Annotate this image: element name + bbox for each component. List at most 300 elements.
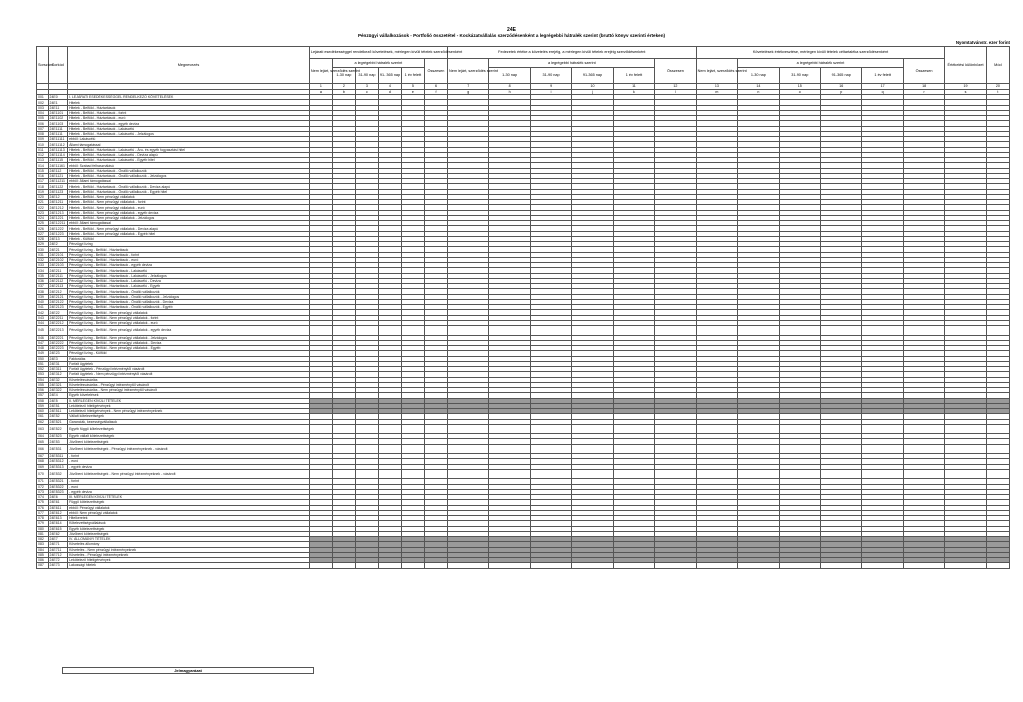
row-name: Hitelek - Belföld - Háztartások - Önálló vállalkozók - Deviza alapú [68, 184, 310, 189]
row-code: 24E1101 [48, 110, 68, 115]
row-name: Hitelek - Belföld - Háztartások - Önálló vállalkozók - Egyéb hitel [68, 189, 310, 194]
value-cell[interactable] [779, 469, 820, 478]
group-header-3: Követelések értékvesztése, mérlegen kívüli tételek céltartaléka szerződésenként [696, 47, 945, 59]
col-osszesen-2: Összesen [655, 59, 697, 84]
value-cell[interactable] [903, 444, 944, 453]
col-1-30-1: 1-30 nap [332, 68, 355, 84]
row-number: 027 [37, 231, 49, 236]
row-number: 003 [37, 105, 49, 110]
value-cell[interactable] [655, 444, 697, 453]
row-number: 066 [37, 444, 49, 453]
row-number: 037 [37, 284, 49, 289]
col-31-90-2: 31-90 nap [530, 68, 571, 84]
row-number: 082 [37, 537, 49, 542]
row-number: 034 [37, 268, 49, 273]
row-name: Jövőbeni kötelezettségek [68, 531, 310, 536]
value-cell[interactable] [530, 444, 571, 453]
row-name: Jövőbeni kötelezettségek - Nem pénzügyi intézményeknek - vásárolt [68, 469, 310, 478]
row-code: 24E7 [48, 537, 68, 542]
row-code: 24E2212 [48, 320, 68, 325]
column-number: 17 [862, 84, 903, 90]
row-number: 025 [37, 221, 49, 226]
row-code: 24E521 [48, 419, 68, 424]
row-code: 24E11112 [48, 142, 68, 147]
column-letter: s [945, 89, 986, 95]
value-cell[interactable] [332, 563, 355, 568]
value-cell[interactable] [401, 444, 424, 453]
col-1ev-3: 1 év felett [862, 68, 903, 84]
value-cell[interactable] [655, 563, 697, 568]
value-cell[interactable] [820, 469, 861, 478]
value-cell[interactable] [696, 469, 737, 478]
value-cell[interactable] [309, 424, 332, 433]
row-number: 040 [37, 299, 49, 304]
col-sorszam: Sorszám [37, 47, 49, 84]
value-cell[interactable] [489, 326, 530, 335]
row-name: Hitelek - Belföld - Nem pénzügyi vállalatok - Deviza alapú [68, 226, 310, 231]
row-name: Pénzügyi lízing - Belföld - Háztartások - Önálló vállalkozók - Egyéb [68, 305, 310, 310]
value-cell[interactable] [738, 469, 779, 478]
value-cell[interactable] [613, 424, 654, 433]
row-number: 021 [37, 200, 49, 205]
row-name: II. MÉRLEGEN KÍVÜLI TÉTELEK [68, 398, 310, 403]
row-code: 24E5 [48, 398, 68, 403]
value-cell[interactable] [655, 424, 697, 433]
value-cell[interactable] [903, 563, 944, 568]
row-number: 063 [37, 424, 49, 433]
row-name: Lakossági hitelek [68, 563, 310, 568]
row-name: Lekötelező hitelígérvények [68, 403, 310, 408]
value-cell[interactable] [613, 444, 654, 453]
unit-label: Nyomtatvánstr. ezer forint [955, 40, 1010, 45]
row-name: Hitelek - Belföld - Nem pénzügyi vállalatok - egyéb deviza [68, 210, 310, 215]
row-number: 075 [37, 500, 49, 505]
value-cell[interactable] [378, 424, 401, 433]
column-number: 5 [401, 84, 424, 90]
row-number: 087 [37, 563, 49, 568]
column-number: 13 [696, 84, 737, 90]
value-cell[interactable] [986, 469, 1009, 478]
row-code: 24E1103 [48, 121, 68, 126]
row-code: 24E72 [48, 558, 68, 563]
value-cell[interactable] [738, 563, 779, 568]
row-number: 077 [37, 510, 49, 515]
row-code: 24E1123 [48, 189, 68, 194]
value-cell[interactable] [447, 469, 488, 478]
column-number: 3 [355, 84, 378, 90]
value-cell[interactable] [447, 563, 488, 568]
col-1-30-3: 1-30 nap [738, 68, 779, 84]
row-code: 24E1212 [48, 205, 68, 210]
row-code: 24E1221 [48, 215, 68, 220]
value-cell[interactable] [401, 469, 424, 478]
table-header [37, 47, 1010, 95]
value-cell[interactable] [309, 563, 332, 568]
row-name: Garanciák, kezességvállalások [68, 419, 310, 424]
row-code: 24E5311 [48, 454, 68, 459]
row-code: 24E1122 [48, 184, 68, 189]
row-code: 24E5322 [48, 484, 68, 489]
row-code: 24E613 [48, 516, 68, 521]
group-header-1: Lejárati esedékességgel rendelkező követelések, mérlegen kívüli tételek szerződésenként [309, 47, 447, 59]
row-number: 041 [37, 305, 49, 310]
row-number: 013 [37, 158, 49, 163]
row-code: 24E112 [48, 168, 68, 173]
row-number: 004 [37, 110, 49, 115]
value-cell[interactable] [945, 444, 986, 453]
row-name: Egyéb követelések [68, 393, 310, 398]
row-name: Egyéb kötelezettségek [68, 526, 310, 531]
value-cell[interactable] [447, 326, 488, 335]
value-cell[interactable] [447, 444, 488, 453]
row-name: Lekötelező hitelígérvények [68, 558, 310, 563]
row-number: 058 [37, 398, 49, 403]
row-number: 032 [37, 257, 49, 262]
value-cell[interactable] [401, 424, 424, 433]
row-code: 24E612 [48, 510, 68, 515]
row-code: 24E61 [48, 500, 68, 505]
row-number: 051 [37, 361, 49, 366]
value-cell[interactable] [820, 563, 861, 568]
row-code: 24E52 [48, 414, 68, 419]
row-name: Hitelek - Belföld - Háztartások - euró [68, 116, 310, 121]
row-code: 24E31 [48, 361, 68, 366]
value-cell[interactable] [696, 563, 737, 568]
row-number: 031 [37, 252, 49, 257]
row-code: 24E2101 [48, 252, 68, 257]
row-code: 24E51 [48, 403, 68, 408]
value-cell[interactable] [655, 469, 697, 478]
value-cell[interactable] [572, 444, 613, 453]
value-cell[interactable] [332, 444, 355, 453]
row-number: 055 [37, 382, 49, 387]
value-cell[interactable] [332, 424, 355, 433]
row-name: Hitelek [68, 100, 310, 105]
value-cell[interactable] [355, 326, 378, 335]
value-cell[interactable] [820, 424, 861, 433]
row-number: 028 [37, 236, 49, 241]
row-code: 24E611 [48, 505, 68, 510]
row-name: Pénzügyi lízing - Belföld - Nem pénzügyi vállalatok - Jelzálogos [68, 335, 310, 340]
value-cell[interactable] [779, 326, 820, 335]
row-name: - egyéb deviza [68, 464, 310, 469]
row-name: Állami támogatással [68, 142, 310, 147]
row-code: 24E32 [48, 377, 68, 382]
value-cell[interactable] [696, 444, 737, 453]
value-cell[interactable] [572, 563, 613, 568]
row-number: 081 [37, 531, 49, 536]
row-code: 24E615 [48, 526, 68, 531]
value-cell[interactable] [862, 469, 903, 478]
row-number: 072 [37, 484, 49, 489]
row-number: 074 [37, 495, 49, 500]
value-cell[interactable] [903, 326, 944, 335]
row-code: 24E211 [48, 268, 68, 273]
row-code: 24E2113 [48, 284, 68, 289]
column-letter: o [779, 89, 820, 95]
value-cell[interactable] [489, 424, 530, 433]
column-number: 9 [530, 84, 571, 90]
value-cell[interactable] [530, 563, 571, 568]
row-name: Pénzügyi lízing - Belföld - Háztartások - Önálló vállalkozók [68, 289, 310, 294]
row-code: 24E73 [48, 563, 68, 568]
row-name: Vállalt kötelezettségek [68, 414, 310, 419]
row-number: 009 [37, 137, 49, 142]
row-number: 086 [37, 558, 49, 563]
value-cell[interactable] [332, 469, 355, 478]
row-number: 052 [37, 367, 49, 372]
row-code: 24E5312 [48, 459, 68, 464]
group-header-2: Fedezetek értéke a követelés erejéig, a mérlegen kívüli tételek erejéig szerződésenként [447, 47, 696, 59]
value-cell[interactable] [424, 424, 447, 433]
value-cell[interactable] [945, 326, 986, 335]
value-cell[interactable] [696, 424, 737, 433]
row-code: 24E21 [48, 247, 68, 252]
value-cell[interactable] [378, 444, 401, 453]
row-code: 24E11 [48, 105, 68, 110]
value-cell[interactable] [489, 469, 530, 478]
row-code: 24E5321 [48, 479, 68, 484]
row-name: Pénzügyi lízing - Belföld - Nem pénzügyi vállalatok - forint [68, 315, 310, 320]
value-cell[interactable] [355, 469, 378, 478]
value-cell[interactable] [447, 424, 488, 433]
row-code: 24E71 [48, 542, 68, 547]
row-name: III. MÉRLEGEN KÍVÜLI TÉTELEK [68, 495, 310, 500]
value-cell[interactable] [572, 326, 613, 335]
value-cell[interactable] [355, 444, 378, 453]
value-cell[interactable] [378, 563, 401, 568]
row-name: - egyéb deviza [68, 489, 310, 494]
value-cell[interactable] [355, 563, 378, 568]
row-name: Hitelek - Belföld - Háztartások - forint [68, 110, 310, 115]
row-number: 001 [37, 95, 49, 100]
row-name: Pénzügyi lízing - Belföld - Nem pénzügyi vállalatok [68, 310, 310, 315]
row-number: 035 [37, 273, 49, 278]
value-cell[interactable] [862, 444, 903, 453]
row-number: 020 [37, 194, 49, 199]
value-cell[interactable] [986, 444, 1009, 453]
row-number: 006 [37, 121, 49, 126]
column-letter: d [378, 89, 401, 95]
value-cell[interactable] [945, 424, 986, 433]
row-number: 061 [37, 414, 49, 419]
column-letter: n [738, 89, 779, 95]
row-code: 24E511 [48, 409, 68, 414]
value-cell[interactable] [530, 326, 571, 335]
row-name: Pénzügyi lízing - Belföld - Háztartások - Lakáscélú - Deviza [68, 278, 310, 283]
row-code: 24E1115 [48, 158, 68, 163]
row-number: 050 [37, 356, 49, 361]
value-cell[interactable] [820, 444, 861, 453]
column-number: 6 [424, 84, 447, 90]
value-cell[interactable] [424, 444, 447, 453]
table-body [37, 95, 1010, 568]
row-code: 24E1 [48, 100, 68, 105]
row-number: 049 [37, 351, 49, 356]
row-code: 24E3 [48, 356, 68, 361]
row-name: Hitelek - Belföld - Nem pénzügyi vállalatok - Jelzálogos [68, 215, 310, 220]
value-cell[interactable] [401, 563, 424, 568]
row-number: 038 [37, 289, 49, 294]
value-cell[interactable] [309, 444, 332, 453]
row-name: - euró [68, 484, 310, 489]
row-code: 24E62 [48, 531, 68, 536]
value-cell[interactable] [779, 563, 820, 568]
value-cell[interactable] [945, 469, 986, 478]
row-name: ebből: Lakáscélú [68, 137, 310, 142]
value-cell[interactable] [738, 326, 779, 335]
column-letter: a [309, 89, 332, 95]
row-name: Forfait ügyletek - Nem pénzügyi intézménytől vásárolt [68, 372, 310, 377]
column-letter: m [696, 89, 737, 95]
row-name: Faktorálás [68, 356, 310, 361]
row-name: Pénzügyi lízing - Külföld [68, 351, 310, 356]
row-number: 018 [37, 184, 49, 189]
value-cell[interactable] [862, 326, 903, 335]
row-code: 24E12 [48, 194, 68, 199]
column-number: 7 [447, 84, 488, 90]
row-name: I. LEJÁRATI ESEDÉKESSÉGGEL RENDELKEZŐ KÖVETELÉSEK [68, 95, 310, 100]
value-cell[interactable] [738, 424, 779, 433]
value-cell[interactable] [613, 563, 654, 568]
column-letter: e [401, 89, 424, 95]
row-name: Pénzügyi lízing - Belföld - Háztartások - forint [68, 252, 310, 257]
value-cell[interactable] [903, 424, 944, 433]
value-cell[interactable] [945, 563, 986, 568]
row-code: 24E12211 [48, 221, 68, 226]
column-letter: i [530, 89, 571, 95]
value-cell[interactable] [986, 326, 1009, 335]
row-number: 015 [37, 168, 49, 173]
row-number: 030 [37, 247, 49, 252]
row-name: - euró [68, 459, 310, 464]
row-code: 24E11161 [48, 163, 68, 168]
value-cell[interactable] [424, 563, 447, 568]
col-mod: Mód [986, 47, 1009, 84]
col-91-365-2: 91-365 nap [572, 68, 613, 84]
row-code: 24E523 [48, 434, 68, 439]
row-code: 24E5323 [48, 489, 68, 494]
value-cell[interactable] [862, 424, 903, 433]
row-code: 24E11211 [48, 179, 68, 184]
row-number: 085 [37, 552, 49, 557]
value-cell[interactable] [613, 469, 654, 478]
row-number: 039 [37, 294, 49, 299]
row-code: 24E322 [48, 388, 68, 393]
row-code: 24E6 [48, 495, 68, 500]
value-cell[interactable] [401, 326, 424, 335]
value-cell[interactable] [696, 326, 737, 335]
value-cell[interactable] [613, 326, 654, 335]
value-cell[interactable] [986, 424, 1009, 433]
row-name: Kötelezettségvállalások [68, 521, 310, 526]
value-cell[interactable] [572, 469, 613, 478]
row-number: 083 [37, 542, 49, 547]
value-cell[interactable] [424, 326, 447, 335]
row-code: 24E13 [48, 236, 68, 241]
column-number: 4 [378, 84, 401, 90]
row-name: Hitelkeretek [68, 516, 310, 521]
row-number: 062 [37, 419, 49, 424]
row-name: ebből: Állami támogatással [68, 221, 310, 226]
table-row [37, 444, 1010, 453]
row-name: Követelés állomány [68, 542, 310, 547]
value-cell[interactable] [738, 444, 779, 453]
col-1-30-2: 1-30 nap [489, 68, 530, 84]
row-name: Pénzügyi lízing - Belföld - Háztartások - Önálló vállalkozók - Deviza [68, 299, 310, 304]
value-cell[interactable] [355, 424, 378, 433]
row-number: 053 [37, 372, 49, 377]
value-cell[interactable] [655, 326, 697, 335]
table-row [37, 469, 1010, 478]
value-cell[interactable] [489, 444, 530, 453]
col-91-365-1: 91- 365 nap [378, 68, 401, 84]
row-name: ebből: Pénzügyi vállalatok [68, 505, 310, 510]
value-cell[interactable] [530, 469, 571, 478]
row-number: 012 [37, 152, 49, 157]
row-code: 24E2122 [48, 299, 68, 304]
row-code: 24E311 [48, 367, 68, 372]
value-cell[interactable] [530, 424, 571, 433]
value-cell[interactable] [309, 326, 332, 335]
table-row [37, 424, 1010, 433]
column-number: 12 [655, 84, 697, 90]
row-name: Hitelek - Belföld - Nem pénzügyi vállalatok - euró [68, 205, 310, 210]
row-name: Követelésvásárlás - Nem pénzügyi intézménytől vásárolt [68, 388, 310, 393]
column-letter: k [613, 89, 654, 95]
row-number: 002 [37, 100, 49, 105]
row-code: 24E1111 [48, 131, 68, 136]
row-code: 24E711 [48, 547, 68, 552]
col-31-90-1: 31-90 nap [355, 68, 378, 84]
column-number: 14 [738, 84, 779, 90]
value-cell[interactable] [378, 469, 401, 478]
value-cell[interactable] [424, 469, 447, 478]
row-name: Hitelek - Belföld - Háztartások - egyéb deviza [68, 121, 310, 126]
row-number: 065 [37, 439, 49, 444]
row-number: 005 [37, 116, 49, 121]
row-name: Hitelek - Belföld - Háztartások - Lakáscélú - Egyéb hitel [68, 158, 310, 163]
row-name: ebből: Nem pénzügyi vállalatok [68, 510, 310, 515]
row-name: Hitelek - Belföld - Háztartások - Lakáscélú - Deviza alapú [68, 152, 310, 157]
row-name: Pénzügyi lízing - Belföld - Nem pénzügyi vállalatok - euró [68, 320, 310, 325]
value-cell[interactable] [986, 563, 1009, 568]
value-cell[interactable] [779, 424, 820, 433]
value-cell[interactable] [489, 563, 530, 568]
subgroup-legregebbi-1: a legrégebbi hátralék szerint [332, 59, 424, 68]
row-code: 24E11111 [48, 137, 68, 142]
column-letter: h [489, 89, 530, 95]
value-cell[interactable] [332, 326, 355, 335]
row-number: 054 [37, 377, 49, 382]
value-cell[interactable] [820, 326, 861, 335]
value-cell[interactable] [309, 469, 332, 478]
value-cell[interactable] [378, 326, 401, 335]
row-name: Jövőbeni kötelezettségek [68, 439, 310, 444]
row-code: 24E321 [48, 382, 68, 387]
row-code: 24E2213 [48, 326, 68, 335]
value-cell[interactable] [572, 424, 613, 433]
row-name: Pénzügyi lízing - Belföld - Nem pénzügyi vállalatok - Deviza [68, 340, 310, 345]
row-name: Hitelek - Belföld - Háztartások - Lakáscélú - Áru- és egyéb fogyasztási hitel [68, 147, 310, 152]
row-code: 24E532 [48, 469, 68, 478]
row-name: Hitelek - Belföld - Háztartások - Önálló vállalkozók - Jelzálogos [68, 173, 310, 178]
value-cell[interactable] [862, 563, 903, 568]
value-cell[interactable] [779, 444, 820, 453]
row-number: 067 [37, 454, 49, 459]
value-cell[interactable] [903, 469, 944, 478]
form-code: 24E [507, 27, 516, 33]
